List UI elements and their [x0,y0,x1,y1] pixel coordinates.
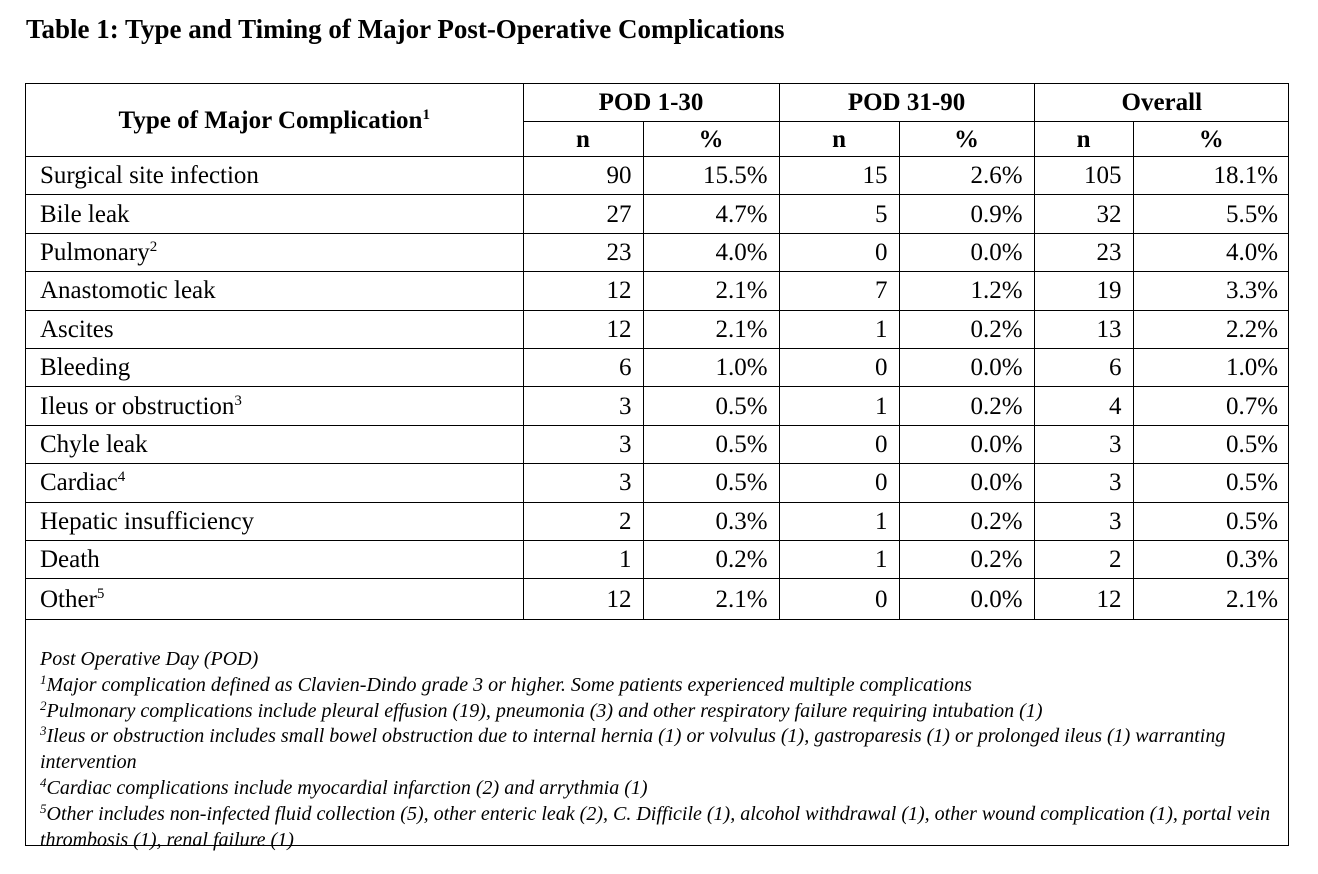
sub-header-n: n [779,122,899,157]
table-row [26,464,1289,502]
pod-31-90-n-cell: 0 [779,579,899,620]
pod-1-30-percent-cell: 2.1% [643,579,779,620]
pod-31-90-n-cell: 0 [779,233,899,271]
table-row [26,157,1289,195]
pod-1-30-percent-cell: 2.1% [643,310,779,348]
table-container [25,83,1289,851]
pod-31-90-percent-cell: 0.0% [899,233,1034,271]
footnote-text: Other includes non-infected fluid collection (5), other enteric leak (2), C. Difficile (1), alcohol withdrawal (1), other wound complication (1), portal vein thrombosis (1), renal failure (1) [40,802,1271,851]
overall-n-cell: 3 [1034,425,1133,463]
table-row [26,233,1289,271]
pod-31-90-percent-cell: 0.2% [899,310,1034,348]
sub-header-percent: % [899,122,1034,157]
complication-type-cell [26,464,523,502]
footnote-text: Ileus or obstruction includes small bowel obstruction due to internal hernia (1) or volvulus (1), gastroparesis (1) or prolonged ileus (1) warranting intervention [40,725,1226,774]
group-header-pod-1-30: POD 1-30 [523,84,779,122]
complication-type-cell [26,348,523,386]
overall-percent-cell: 18.1% [1133,157,1289,195]
pod-1-30-percent-cell: 0.5% [643,387,779,425]
pod-1-30-n-cell: 2 [523,502,643,540]
complication-type-label: Bleeding [40,354,131,382]
pod-31-90-percent-cell: 0.0% [899,579,1034,620]
pod-31-90-n-cell: 7 [779,272,899,310]
complication-type-cell [26,425,523,463]
pod-1-30-n-cell: 12 [523,272,643,310]
overall-percent-cell: 0.3% [1133,540,1289,578]
overall-n-cell: 3 [1034,464,1133,502]
table-row [26,425,1289,463]
pod-1-30-percent-cell: 2.1% [643,272,779,310]
complication-type-cell [26,579,523,620]
sub-header-percent: % [1133,122,1289,157]
footnote-text: Cardiac complications include myocardial infarction (2) and arrythmia (1) [46,776,648,799]
overall-n-cell: 2 [1034,540,1133,578]
footnote [40,724,1275,776]
overall-percent-cell: 4.0% [1133,233,1289,271]
complication-type-cell [26,195,523,233]
pod-31-90-n-cell: 1 [779,502,899,540]
footnote-number: 5 [40,800,47,816]
overall-n-cell: 32 [1034,195,1133,233]
complication-type-label: Ileus or obstruction [40,392,235,420]
complication-type-label: Cardiac [40,469,118,497]
overall-n-cell: 12 [1034,579,1133,620]
overall-percent-cell: 3.3% [1133,272,1289,310]
pod-31-90-percent-cell: 0.2% [899,540,1034,578]
pod-1-30-n-cell: 23 [523,233,643,271]
pod-1-30-percent-cell: 0.5% [643,464,779,502]
overall-percent-cell: 1.0% [1133,348,1289,386]
type-header-footnote-mark: 1 [422,106,430,123]
complication-type-cell [26,502,523,540]
footnote-text: Major complication defined as Clavien-Dindo grade 3 or higher. Some patients experienced multiple complications [46,673,972,696]
table-row [26,387,1289,425]
pod-1-30-n-cell: 1 [523,540,643,578]
overall-n-cell: 19 [1034,272,1133,310]
pod-31-90-percent-cell: 0.2% [899,387,1034,425]
pod-1-30-n-cell: 27 [523,195,643,233]
complication-type-label: Other [40,585,97,613]
table-row [26,195,1289,233]
footnote [40,699,1275,725]
footnote [40,802,1275,854]
pod-1-30-percent-cell: 15.5% [643,157,779,195]
complication-type-cell [26,233,523,271]
overall-n-cell: 23 [1034,233,1133,271]
pod-31-90-n-cell: 1 [779,310,899,348]
table-row [26,310,1289,348]
pod-31-90-percent-cell: 0.0% [899,425,1034,463]
pod-31-90-percent-cell: 0.0% [899,348,1034,386]
pod-1-30-percent-cell: 1.0% [643,348,779,386]
sub-header-percent: % [643,122,779,157]
overall-n-cell: 4 [1034,387,1133,425]
overall-percent-cell: 0.5% [1133,502,1289,540]
pod-1-30-percent-cell: 0.3% [643,502,779,540]
pod-1-30-percent-cell: 0.2% [643,540,779,578]
overall-n-cell: 13 [1034,310,1133,348]
footnote [40,673,1275,699]
complication-type-cell [26,310,523,348]
complication-type-label: Ascites [40,315,114,343]
group-header-overall: Overall [1034,84,1289,122]
table-body [26,157,1289,620]
complication-type-cell [26,387,523,425]
footnote-number: 3 [40,723,47,739]
header-group-row [26,84,1289,122]
footnote-number: 4 [40,774,47,790]
table-row [26,502,1289,540]
complication-type-label: Death [40,546,100,574]
overall-percent-cell: 0.5% [1133,425,1289,463]
pod-31-90-n-cell: 1 [779,387,899,425]
pod-31-90-percent-cell: 0.9% [899,195,1034,233]
table-row [26,272,1289,310]
pod-31-90-percent-cell: 0.0% [899,464,1034,502]
overall-percent-cell: 2.2% [1133,310,1289,348]
table-row [26,348,1289,386]
table-row [26,579,1289,620]
complication-type-label: Anastomotic leak [40,277,216,305]
pod-1-30-n-cell: 12 [523,579,643,620]
footnote [40,776,1275,802]
footnote-text: Pulmonary complications include pleural effusion (19), pneumonia (3) and other respiratory failure requiring intubation (1) [46,699,1043,722]
complication-type-label: Pulmonary [40,238,150,266]
footnote-mark: 4 [117,469,126,486]
footnote-text: Post Operative Day (POD) [40,648,259,670]
overall-percent-cell: 0.5% [1133,464,1289,502]
complication-type-cell [26,157,523,195]
pod-31-90-n-cell: 15 [779,157,899,195]
pod-31-90-n-cell: 0 [779,348,899,386]
sub-header-n: n [523,122,643,157]
overall-n-cell: 105 [1034,157,1133,195]
footnote-number: 2 [40,697,47,713]
pod-31-90-percent-cell: 2.6% [899,157,1034,195]
pod-1-30-n-cell: 3 [523,464,643,502]
pod-1-30-percent-cell: 4.7% [643,195,779,233]
pod-31-90-percent-cell: 0.2% [899,502,1034,540]
pod-1-30-percent-cell: 0.5% [643,425,779,463]
overall-percent-cell: 2.1% [1133,579,1289,620]
table-title: Table 1: Type and Timing of Major Post-Operative Complications [26,14,785,44]
complication-type-label: Surgical site infection [40,162,259,190]
overall-n-cell: 3 [1034,502,1133,540]
complication-type-cell [26,540,523,578]
pod-1-30-percent-cell: 4.0% [643,233,779,271]
sub-header-n: n [1034,122,1133,157]
footnote [40,647,1275,673]
pod-31-90-n-cell: 0 [779,425,899,463]
type-header-label: Type of Major Complication [118,106,423,134]
pod-31-90-n-cell: 5 [779,195,899,233]
complication-type-cell [26,272,523,310]
pod-1-30-n-cell: 90 [523,157,643,195]
pod-1-30-n-cell: 6 [523,348,643,386]
type-column-header [26,84,523,157]
pod-1-30-n-cell: 12 [523,310,643,348]
complication-type-label: Chyle leak [40,430,148,458]
pod-31-90-n-cell: 0 [779,464,899,502]
table-row [26,540,1289,578]
complications-table [26,84,1289,620]
complication-type-label: Bile leak [40,200,130,228]
footnote-mark: 5 [96,585,105,602]
footnote-mark: 3 [234,392,242,409]
pod-31-90-percent-cell: 1.2% [899,272,1034,310]
pod-31-90-n-cell: 1 [779,540,899,578]
table-footnotes [40,647,1275,853]
complication-type-label: Hepatic insufficiency [40,507,255,535]
overall-percent-cell: 0.7% [1133,387,1289,425]
overall-n-cell: 6 [1034,348,1133,386]
overall-percent-cell: 5.5% [1133,195,1289,233]
footnote-number: 1 [40,671,47,687]
group-header-pod-31-90: POD 31-90 [779,84,1034,122]
footnote-mark: 2 [149,238,158,255]
pod-1-30-n-cell: 3 [523,425,643,463]
pod-1-30-n-cell: 3 [523,387,643,425]
